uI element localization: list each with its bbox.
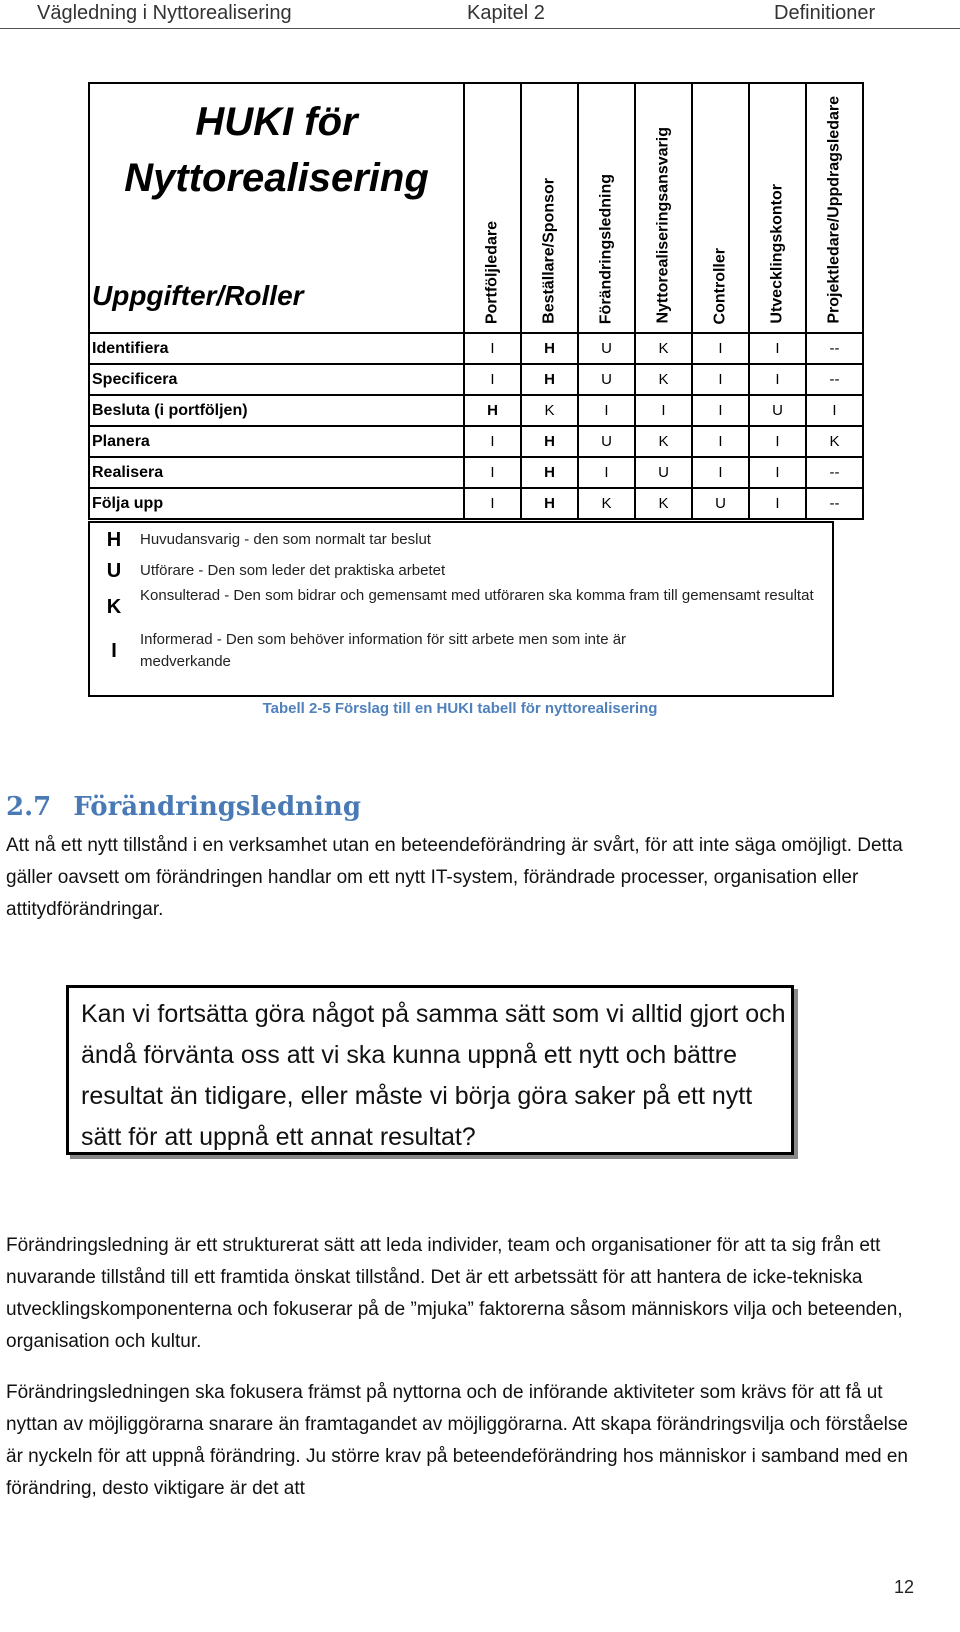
legend-letter-u: U (106, 560, 122, 582)
task-label: Planera (89, 426, 464, 457)
huki-cell: U (749, 395, 806, 426)
huki-cell: I (692, 364, 749, 395)
huki-row (89, 395, 863, 426)
huki-cell: H (521, 333, 578, 364)
body-paragraph: Förändringsledning är ett strukturerat sätt att leda individer, team och organisationer för att ta sig från ett nuvarande tillstånd till ett framtida önskat tillstånd. Det är ett arbetssätt för att hantera de icke-tekniska utvecklingskomponenterna och fokuserar på de ”mjuka” faktorerna såsom människors vilja och beteenden, organisation och kultur. (6, 1235, 903, 1352)
huki-cell: I (749, 364, 806, 395)
role-header (578, 83, 635, 333)
legend-letter-i: I (111, 640, 117, 662)
role-header (692, 83, 749, 333)
legend-text-h: Huvudansvarig - den som normalt tar beslut (140, 531, 431, 548)
huki-cell: I (749, 333, 806, 364)
section-heading (6, 792, 361, 822)
huki-cell: K (806, 426, 863, 457)
huki-cell: K (635, 426, 692, 457)
legend-letter-h: H (106, 529, 122, 551)
header-doc-title: Vägledning i Nyttorealisering (37, 2, 292, 24)
role-header (806, 83, 863, 333)
body-paragraph: Förändringsledningen ska fokusera främst på nyttorna och de införande aktiviteter som krävs för att få ut nyttan av möjliggörarna snarare än framtagandet av möjliggörarna. Att skapa förändringsvilja och förståelse är nyckeln för att uppnå förändring. Ju större krav på beteendeförändring hos människor i samband med en förändring, desto viktigare är det att (6, 1382, 908, 1499)
task-label: Realisera (89, 457, 464, 488)
huki-cell: I (806, 395, 863, 426)
huki-cell: K (635, 364, 692, 395)
huki-cell: -- (806, 488, 863, 519)
huki-cell: I (692, 395, 749, 426)
huki-table (88, 82, 864, 520)
role-label: Nyttorealiseringsansvarig (654, 127, 672, 324)
huki-row (89, 457, 863, 488)
role-header (749, 83, 806, 333)
role-label: Utvecklingskontor (768, 184, 786, 324)
huki-cell: K (578, 488, 635, 519)
huki-cell: -- (806, 364, 863, 395)
huki-title-cell (89, 83, 464, 333)
role-label: Förändringsledning (597, 173, 615, 324)
huki-cell: I (464, 488, 521, 519)
huki-header-row (89, 83, 863, 333)
role-label: Projektledare/Uppdragsledare (825, 96, 843, 324)
role-header (521, 83, 578, 333)
huki-cell: I (692, 457, 749, 488)
task-label: Identifiera (89, 333, 464, 364)
role-label: Beställare/Sponsor (540, 178, 558, 324)
huki-row (89, 488, 863, 519)
huki-cell: I (692, 426, 749, 457)
huki-row (89, 426, 863, 457)
huki-cell: I (749, 426, 806, 457)
huki-subtitle: Uppgifter/Roller (92, 280, 304, 311)
huki-cell: K (521, 395, 578, 426)
role-label: Portföljledare (483, 220, 501, 324)
section-number: 2.7 (6, 792, 52, 822)
task-label: Följa upp (89, 488, 464, 519)
role-label: Controller (711, 247, 729, 324)
section-intro: Att nå ett nytt tillstånd i en verksamhet utan en beteendeförändring är svårt, för att inte säga omöjligt. Detta gäller oavsett om förändringen handlar om ett nytt IT-system, förändrade processer, organisation eller attitydförändringar. (6, 835, 903, 920)
huki-cell: I (692, 333, 749, 364)
header-section: Definitioner (774, 2, 876, 24)
quote-box: Kan vi fortsätta göra något på samma sätt som vi alltid gjort och ändå förvänta oss att vi ska kunna uppnå ett nytt och bättre resultat än tidigare, eller måste vi börja göra saker på ett nytt sätt för att uppnå ett annat resultat? (66, 985, 794, 1155)
huki-row (89, 333, 863, 364)
huki-body (89, 333, 863, 519)
huki-cell: I (749, 488, 806, 519)
huki-cell: U (578, 364, 635, 395)
huki-cell: U (578, 333, 635, 364)
huki-cell: H (521, 364, 578, 395)
legend-text-k: Konsulterad - Den som bidrar och gemensamt med utföraren ska komma fram till gemensamt resultat (140, 587, 814, 604)
huki-cell: U (578, 426, 635, 457)
header-chapter: Kapitel 2 (467, 2, 545, 24)
huki-cell: -- (806, 457, 863, 488)
task-label: Specificera (89, 364, 464, 395)
huki-legend (88, 521, 834, 697)
legend-text-u: Utförare - Den som leder det praktiska arbetet (140, 562, 446, 579)
huki-cell: I (578, 395, 635, 426)
huki-cell: I (578, 457, 635, 488)
huki-cell: I (635, 395, 692, 426)
huki-cell: U (692, 488, 749, 519)
section-title: Förändringsledning (73, 792, 361, 822)
huki-cell: I (464, 364, 521, 395)
role-header (464, 83, 521, 333)
huki-cell: K (635, 333, 692, 364)
huki-cell: H (521, 457, 578, 488)
huki-cell: U (635, 457, 692, 488)
huki-cell: -- (806, 333, 863, 364)
header-rule (0, 28, 960, 29)
huki-title: HUKI för Nyttorealisering (124, 100, 429, 200)
legend-text-i: Informerad - Den som behöver information för sitt arbete men som inte är medverkande (140, 631, 627, 670)
huki-cell: I (464, 426, 521, 457)
task-label: Besluta (i portföljen) (89, 395, 464, 426)
table-caption: Tabell 2-5 Förslag till en HUKI tabell för nyttorealisering (262, 700, 658, 717)
huki-cell: H (464, 395, 521, 426)
huki-cell: K (635, 488, 692, 519)
huki-cell: H (521, 488, 578, 519)
huki-cell: I (464, 457, 521, 488)
huki-cell: I (464, 333, 521, 364)
legend-letter-k: K (106, 596, 122, 618)
role-header (635, 83, 692, 333)
huki-cell: I (749, 457, 806, 488)
page-number: 12 (894, 1577, 915, 1597)
huki-cell: H (521, 426, 578, 457)
huki-row (89, 364, 863, 395)
